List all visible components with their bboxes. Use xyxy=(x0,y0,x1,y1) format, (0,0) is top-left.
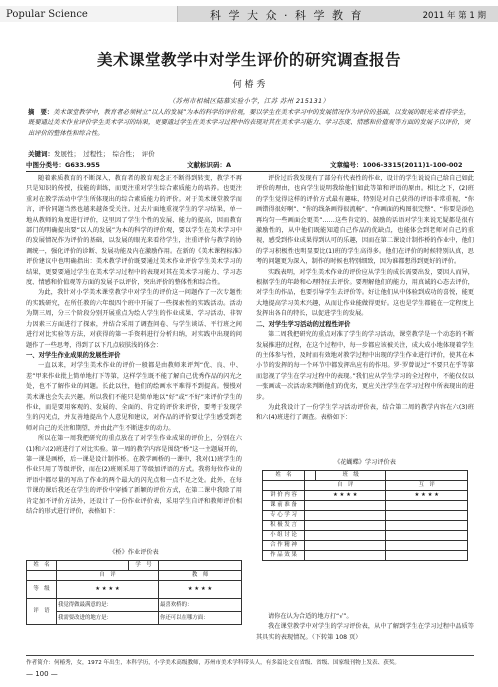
learning-evaluation-table xyxy=(262,470,468,561)
right-column xyxy=(256,174,474,456)
table-caption: 《桥》作业评价表 xyxy=(109,549,159,556)
keywords-text: 发展性； 过程性； 综合性； 评价 xyxy=(54,150,155,158)
abstract-text: 美术课堂教学中，教育者必须树立“以人的发展”为本的科学的评价观，要以学生在美术学习中的发展情况作为评价的基础，以发展的眼光来看待学生，既要通过美术作业评价学生美术学习的结果，更要通过学生在美术学习过程中的表现对其在美术学习能力、学习态度、情感和价值观等方面的发展予以评价，突出评价的整体性和综合性。 xyxy=(28,109,470,137)
self-stars: ★ ★ ★ ★ xyxy=(57,581,159,599)
peer-label: 互 评 xyxy=(386,481,468,491)
peer-stars: ★ ★ ★ ★ xyxy=(386,491,468,501)
paragraph: 第二周我把研究的重点对准了学生的学习活动，课堂教学是一个动态的不断发展推进的过程，在这个过程中，每一步都应该被关注，成大成小地体现着学生的主体参与性，及时而有效地对教学过程中出现的学生作业进行评价，使其在本小节的发挥的每一个环节中都发挥出应有的作用。罗·罗曾说过“不要只在乎等第而忽视了学生在学习过程中的表现。”我们应从学生学习的全过程中，不能仅仅以一张画或一次活动来判断他们的优劣，更应关注学生在学习过程中所表现出的进步。 xyxy=(256,331,474,401)
name-cell xyxy=(57,561,129,571)
abstract xyxy=(28,108,470,139)
right-column-lower xyxy=(256,612,474,654)
teacher-stars: ★ ★ ★ ★ xyxy=(159,581,242,599)
table-butterfly-evaluation xyxy=(262,458,468,561)
left-column-lower xyxy=(26,410,242,560)
journal-name-en: Popular Science xyxy=(6,9,88,20)
cell xyxy=(305,541,386,551)
paragraph: 所以在第一周我把研究的重点放在了对学生作业成果的评价上，分别在六(1)和六(2)班进行了对比实验。第一周的教学内容是围绕“桥”这一主题展开的，第一课是画桥，后一课是设计制作桥。在教学画桥的一课中，我对(1)班学生的作业只用了等级评价，而在(2)班则采用了等级加评语的方式。我将每位作业的评语中都尽量的写出了作业的两个最大的闪光点和一点不足之处。此外，在每节课的课后我还在学生的评价中穿插了新颖的评价方式，在第二课中我除了用肯定加不评价方法外，还设计了一份作业评价表，采用学生自评和教师评价相结合的形式进行评价，表格如下： xyxy=(26,435,242,515)
cell xyxy=(305,521,386,531)
self-label: 自 评 xyxy=(57,571,159,581)
paragraph: 随着素质教育的不断深入，教育者的教育观念正不断得到转变，教学不再只是知识的传授，技能的训练，而更注重对学生综合素质能力的培养。也更注重对在教学活动中学生所体现出的综合素质能力的评价。对于美术课堂教学而言，评价同题当然也越来越备受关注。过去片面地重视学生的学习结果，单一地从教师的角度进行评价，这里因了学生个性的发展、能力的提高，因而教育部门的明确提出要“以人的发展”为本的科学的评价观，要以学生在美术学习中的发展情况作为评价的基础，以发展的眼光来看待学生，注重评价与教学的协调统一，强化评价的诊断、发展功能及内在激励作用。在新的《美术课程标准》评价建议中也明确指出：美术教学评价既要通过美术作业评价学生美术学习的结果，更要要通过学生在美术学习过程中的表现对其在美术学习能力、学习态度、情感和价值观等方面的发展予以评价，突出评价的整体性和综合性。 xyxy=(26,175,242,287)
cell xyxy=(386,511,468,521)
cell xyxy=(305,501,386,511)
class-label: 学 号 xyxy=(129,561,159,571)
row-label: 作 品 效 果 xyxy=(263,551,305,561)
grade-label: 等 级 xyxy=(27,581,57,599)
name-cell xyxy=(305,471,316,481)
comment-teacher-1: 最喜欢桥的： xyxy=(159,599,242,612)
row-label: 课 前 准 备 xyxy=(263,501,305,511)
paragraph: 一直以来，对学生美术作业的评价一般都是由教师来评判“优、良、中、差”甲来作业批上简单地打下等第，这样学生既不能了解自己优秀作品的闪光之处，也不了解作业的问题。长此以往，他们的绘画水平难得不到提高。慢慢对美术课也会失去兴趣。所以我们不能只是简单地以“好”或“不好”来评价学生的作业，而是要用客观的、发展的、全面的、肯定的评价来评价，要考于发现学生的闪光点，并友善地提出个人意见和建议，对作品的评价要让学生感受到老师对自己的关注和期望，并由此产生不断进步的动力。 xyxy=(26,362,242,432)
document-code: 文献标识码：A xyxy=(187,161,232,169)
clc-number: 中图分类号：G633.955 xyxy=(26,161,100,169)
comment-self-1: 我觉得做最满意的是： xyxy=(57,599,159,612)
cell xyxy=(305,511,386,521)
author-footnote: 作者简介：何椿秀，女，1972 年出生，本科学历，小学美术高级教师，苏州市美术学科带头人，有多篇论文在省级、省级、国家级刊物上发表、获奖。 xyxy=(26,655,474,666)
name-label: 姓 名 xyxy=(263,471,305,481)
cell xyxy=(305,551,386,561)
comment-teacher-2: 你还可以在哪方面： xyxy=(159,612,242,625)
paragraph: 实践表明，对学生美术作业的评价应从学生的成长需要出发，要因人而异，根据学生的年龄和心理特征去评价。要理解他们的能力，用真诚的心态去评价，对学生的作品，也要引导学生去评价等。好让他们从中体验到成功的喜悦，能更大地提高学习美术兴趣，从而让作业能做得更好。这也是学生都能在一定程度上发挥出各自的特长，以促进学生的发展。 xyxy=(256,268,474,318)
row-label: 专 心 学 习 xyxy=(263,511,305,521)
keywords xyxy=(28,149,155,158)
article-author: 何 椿 秀 xyxy=(232,80,266,90)
paragraph: 请你在认为合适的地方打“√”。 xyxy=(268,613,353,620)
evaluation-table xyxy=(26,560,242,625)
journal-name-cn: 科 学 大 众 · 科 学 教 育 xyxy=(210,9,364,22)
paragraph: 为此，我针对小学美术课堂教学中对学生的评价这一问题作了一次专题性的实践研究，在所任教的六年级四个班中开展了一些探索性的实践活动。活动为期三周，分三个阶段分别开展重点为绘人学生的作业成果、学习活动、非智力因素三方面进行了探索，并结合采用了调查问卷、与学生谈话、平行班之间进行对比实验等方法，对获得的第一手资料进行分析归纳，对实践中出现的问题作了一些思考，得到了以下几点较肤浅的体会： xyxy=(26,289,242,349)
cell xyxy=(386,521,468,531)
class-cell xyxy=(386,471,468,481)
self-label: 自 评 xyxy=(305,481,386,491)
cell xyxy=(386,551,468,561)
article-title: 美术课堂教学中对学生评价的研究调查报告 xyxy=(96,50,401,69)
journal-header xyxy=(0,0,498,24)
section-heading: 二、对学生学习活动的过程性评价 xyxy=(256,320,351,328)
teacher-label: 教 师 xyxy=(159,571,242,581)
blank-cell xyxy=(27,571,57,581)
row-label: 积 极 发 言 xyxy=(263,521,305,531)
cell xyxy=(386,501,468,511)
name-label: 姓 名 xyxy=(27,561,57,571)
paragraph: 评价过后我发现有了部分有代表性的作业，设计的学生说说自己给自己如此评价的理由，也向学生说明我给他们如此等第和评语的原由。相比之下，(2)班的学生觉得这样的评价方式最有趣味，特别是对自己获得的评语非常重视，“你画错得很好啊”、“你的线条画得很流畅”、“你画面的构图很完整”、“你要是添色再均匀一些画面会更美”……这些肯定的、鼓励的话语对学生来说无疑都是很有激励性的，从中他们既能知道自己作品的优缺点，也能体会到老师对自己的重视，感受到作业成果得到认可的乐趣，因而在第二课设计制作桥的作业中，他们的学习积极性也明显要比(1)班的学生高得多。他们在评价的时候特别认真，思考的问题更为深入，制作的时候也特别细致，因为谁都想得到更好的评价。 xyxy=(256,175,474,266)
self-stars: ★ ★ ★ ★ xyxy=(305,491,386,501)
cell xyxy=(386,541,468,551)
row-label: 讲 价 内 容 xyxy=(263,491,305,501)
page-number: — 100 — xyxy=(26,670,58,678)
paragraph: 我在课堂教学中对学生的学习评价表，从中了解到学生在学习过程中品质等其具实的表现情况。（下转第 108 页） xyxy=(256,623,474,641)
left-column xyxy=(26,174,242,515)
comment-self-2: 我需要改进的地方是： xyxy=(57,612,159,625)
row-label: 合 作 精 神 xyxy=(263,541,305,551)
section-heading: 一、对学生作业成果的发展性评价 xyxy=(26,351,121,359)
abstract-label: 摘 要： xyxy=(28,109,54,116)
blank-cell xyxy=(263,481,305,491)
paragraph: 为此我设计了一份学生学习活动评价表，结合第二周的教学内容在六(3)班和六(4)班进行了调查。表格如下： xyxy=(256,403,474,422)
cell xyxy=(386,531,468,541)
comment-label: 评 语 xyxy=(27,599,57,625)
row-label: 小 组 讨 论 xyxy=(263,531,305,541)
cell xyxy=(305,531,386,541)
table-caption: 《花蝴蝶》学习评价表 xyxy=(334,459,396,466)
divider-top xyxy=(26,171,474,172)
article-number: 文章编号：1006-3315(2011)1-100-002 xyxy=(330,161,463,169)
author-affiliation: （苏州市相城区陆慕实验小学，江苏 苏州 215131） xyxy=(168,97,330,105)
class-label: 班 级 xyxy=(315,471,386,481)
table-bridge-evaluation xyxy=(26,548,242,625)
keywords-label: 关键词： xyxy=(28,150,54,158)
class-cell xyxy=(159,561,242,571)
issue-label: 2011 年 第 1 期 xyxy=(422,11,486,21)
